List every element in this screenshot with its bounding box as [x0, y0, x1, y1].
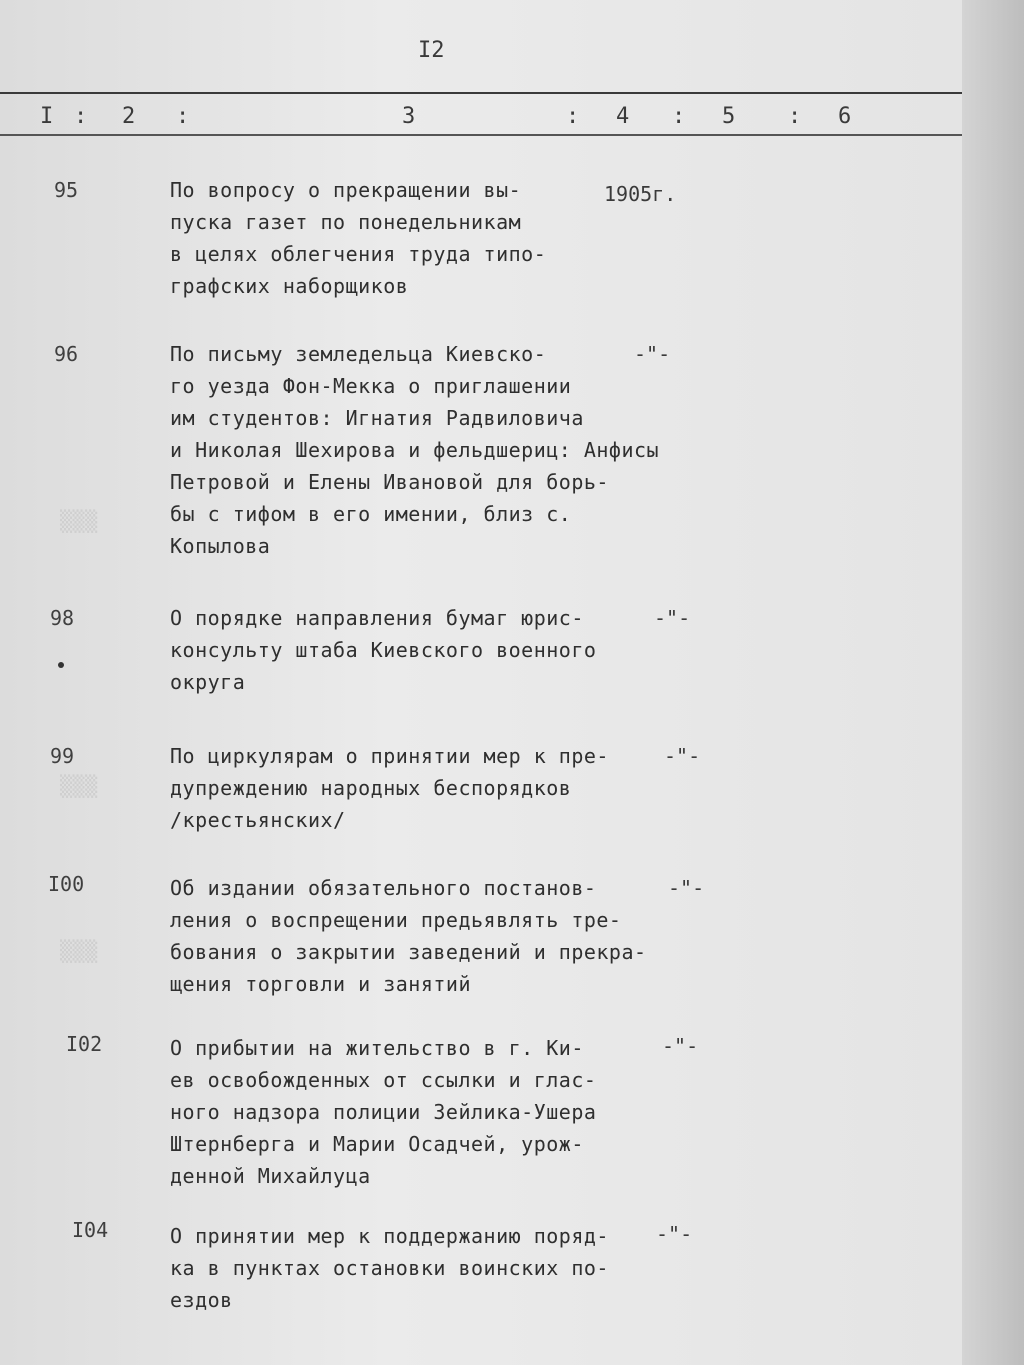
row-description: О принятии мер к поддержанию поряд- ка в пунктах остановки воинских по- ездов: [170, 1224, 609, 1312]
column-head-6: 6: [838, 104, 852, 129]
header-rule-bottom: [0, 134, 962, 136]
row-number: I04: [72, 1218, 109, 1242]
header-rule-top: [0, 92, 962, 94]
row-number: 95: [54, 178, 79, 202]
row-description: О порядке направления бумаг юрис- консульту штаба Киевского военного округа: [170, 606, 597, 694]
column-head-3: 3: [402, 104, 416, 129]
column-separator: :: [672, 104, 686, 129]
row-date: -"-: [664, 744, 701, 768]
page-number: I2: [418, 38, 445, 63]
row-date: -"-: [654, 606, 691, 630]
row-description: По письму земледельца Киевско- го уезда Фон-Мекка о приглашении им студентов: Игнатия Радвиловича и Николая Шехирова и фельдшериц: Анфисы Петровой и Елены Ивановой для борь- бы с тифом в его имении, близ с. Копылова: [170, 342, 660, 558]
row-date: -"-: [656, 1222, 693, 1246]
row-number: 99: [50, 744, 75, 768]
column-separator: :: [176, 104, 190, 129]
row-description: По вопросу о прекращении вы- пуска газет по понедельникам в целях облегчения труда типо- графских наборщиков: [170, 178, 547, 298]
column-head-4: 4: [616, 104, 630, 129]
row-date: -"-: [634, 342, 671, 366]
row-number: I00: [48, 872, 85, 896]
row-description: О прибытии на жительство в г. Ки- ев освобожденных от ссылки и глас- ного надзора полиции Зейлика-Ушера Штернберга и Марии Осадчей, урож- денной Михайлуца: [170, 1036, 597, 1188]
row-number: 96: [54, 342, 79, 366]
bleed-through-mark: ▒▒▒: [60, 509, 98, 533]
bleed-through-mark: ▒▒▒: [60, 774, 98, 798]
row-date: -"-: [662, 1034, 699, 1058]
underlying-page-edge: [962, 0, 1024, 1365]
row-number: 98: [50, 606, 75, 630]
row-number: I02: [66, 1032, 103, 1056]
row-date: 1905г.: [604, 182, 677, 206]
column-separator: :: [788, 104, 802, 129]
row-description: По циркулярам о принятии мер к пре- дупреждению народных беспорядков /крестьянских/: [170, 744, 609, 832]
bleed-through-mark: ▒▒▒: [60, 939, 98, 963]
column-head-1: I: [40, 104, 54, 129]
column-head-2: 2: [122, 104, 136, 129]
column-separator: :: [74, 104, 88, 129]
row-description: Об издании обязательного постанов- ления о воспрещении предьявлять тре- бования о закрытии заведений и прекра- щения торговли и занятий: [170, 876, 647, 996]
ink-dot: [58, 662, 64, 668]
column-separator: :: [566, 104, 580, 129]
row-date: -"-: [668, 876, 705, 900]
column-head-5: 5: [722, 104, 736, 129]
